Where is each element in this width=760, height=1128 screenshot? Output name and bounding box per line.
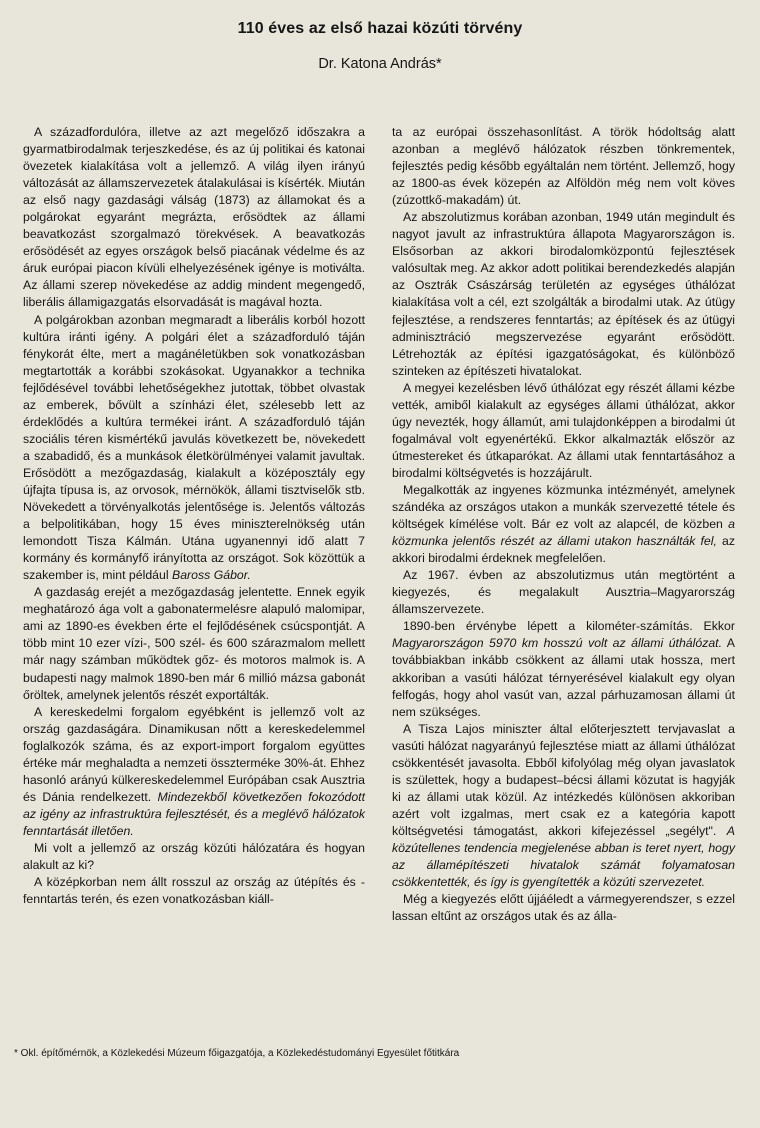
- paragraph: ta az európai összehasonlítást. A török hódoltság alatt azonban a meglévő hálózatok részben tönkrementek, fejlesztés pedig később egyáltalán nem történt. Jellemző, hogy az 1800-as évek közepén az Alföldön még nem volt köves (zúzottkő-makadám) út.: [392, 125, 735, 208]
- paragraph: A századfordulóra, illetve az azt megelőző időszakra a gyarmatbirodalmak terjeszkedése, és az új politikai és katonai övezetek kialakítása volt a jellemző. A világ ilyen irányú változását az államszervezetek átalakulásai is kísérték. Miután az első nagy gazdasági válság (1873) az államokat és a polgárokat egyaránt megrázta, erősödtek az állami beavatkozást szorgalmazó törekvések. A beavatkozás erősödését az egyes országok belső piacának védelme és az áruk európai piacon kívüli elhelyezésének igénye is motiválta. Az állami szerep növekedése az addig mindent megengedő, liberális államigazgatás elsorvadását is magával hozta.: [23, 125, 365, 310]
- emphasis: Baross Gábor.: [172, 568, 251, 583]
- emphasis: A közútellenes tendencia megjelenése abban is teret nyert, hogy az államépítészeti hivatalok számát folyamatosan csökkentették, és így is gyengítették a közúti szervezetet.: [392, 823, 735, 890]
- paragraph: 1890-ben érvénybe lépett a kilométer-számítás. Ekkor Magyarországon 5970 km hosszú volt az állami úthálózat. A továbbiakban inkább csökkent az állami utak hossza, mert akkoriban a vasúti hálózat térnyerésével kialakult egy olyan felfogás, hogy ahol vasút van, azzal párhuzamosan állami út nem szükséges.: [392, 619, 735, 719]
- paragraph: Megalkották az ingyenes közmunka intézményét, amelynek szándéka az országos utakon a munkák szervezetté tétele és költségek kímélése volt. Bár ez volt az alapcél, de közben a közmunka jelentős részét az állami utakon használták fel, az akkori birodalmi érdeknek megfelelően.: [392, 482, 735, 566]
- article-author: Dr. Katona András*: [318, 56, 442, 72]
- paragraph: A középkorban nem állt rosszul az ország az útépítés és -fenntartás terén, és ezen vonatkozásban kiáll-: [23, 875, 365, 907]
- paragraph: Mi volt a jellemző az ország közúti hálózatára és hogyan alakult az ki?: [23, 840, 365, 873]
- paragraph: A gazdaság erejét a mezőgazdaság jelentette. Ennek egyik meghatározó ága volt a gabonatermelésre alapuló malomipar, ami az 1890-es években érte el fejlődésének csúcspontját. A több mint 10 ezer vízi-, 500 szél- és 600 szárazmalom mellett már nagy számban működtek gőz- és motoros malmok is. A budapesti nagy malmok 1890-ben már 6 millió mázsa gabonát őröltek, amelynek jelentős részét exportálták.: [23, 585, 365, 702]
- emphasis: a közmunka jelentős részét az állami utakon használták fel,: [392, 517, 735, 549]
- paragraph: A kereskedelmi forgalom egyébként is jellemző volt az ország gazdaságára. Dinamikusan nőtt a kereskedelemmel foglalkozók száma, és az export-import forgalom együttes értéke már meghaladta a nemzeti összterméke 30%-át. Ehhez hasonló arányú külkereskedelemmel Európában csak Ausztria és Dánia rendelkezett. Mindezekből következően fokozódott az igény az infrastruktúra fejlesztését, és a meglévő hálózatok fenntartását illetően.: [23, 704, 365, 838]
- right-column: [392, 124, 735, 925]
- paragraph: Még a kiegyezés előtt újjáéledt a vármegyerendszer, s ezzel lassan eltűnt az országos utak és az álla-: [392, 892, 735, 924]
- footnote: * Okl. építőmérnök, a Közlekedési Múzeum főigazgatója, a Közlekedéstudományi Egyesület főtitkára: [14, 1048, 460, 1059]
- article-title: 110 éves az első hazai közúti törvény: [237, 20, 523, 37]
- paragraph: Az 1967. évben az abszolutizmus után megtörtént a kiegyezés, és megalakult Ausztria–Magyarország államszervezete.: [392, 568, 735, 617]
- left-column: [23, 124, 365, 908]
- emphasis: Mindezekből következően fokozódott az igény az infrastruktúra fejlesztését, és a meglévő hálózatok fenntartását illetően.: [23, 789, 365, 838]
- paragraph: A Tisza Lajos miniszter által előterjesztett tervjavaslat a vasúti hálózat nagyarányú fejlesztése miatt az állami úthálózat csökkentését javasolta. Ebből kifolyólag még olyan javaslatok is születtek, hogy a budapest–bécsi állami közutat is hagyják ki az állami utak közül. Az intézkedés különösen akkoriban azért volt izgalmas, mert csak ez a kategória kapott költségvetési támogatást, akkori kifejezéssel „segélyt". A közútellenes tendencia megjelenése abban is teret nyert, hogy az államépítészeti hivatalok számát folyamatosan csökkentették, és így is gyengítették a közúti szervezetet.: [392, 721, 735, 890]
- emphasis: Magyarországon 5970 km hosszú volt az állami úthálózat.: [392, 636, 723, 651]
- paragraph: Az abszolutizmus korában azonban, 1949 után megindult és nagyot javult az infrastruktúra állapota Magyarországon is. Elsősorban az akkori birodalomközpontú fejlesztések valósultak meg. Az akkor adott politikai berendezkedés alapján az Osztrák Császárság területén az egységes úthálózat kialakítása volt a cél, ezt szolgálták a birodalmi utak. Az útügy fejlesztése, a rendszeres fenntartás; az építések és az útügyi adminisztráció megszervezése egyaránt erősödött. Létrehozták az építési igazgatóságokat, és különböző szinteken az építészeti hivatalokat.: [392, 210, 735, 378]
- paragraph: A polgárokban azonban megmaradt a liberális korból hozott kultúra iránti igény. A polgári élet a századforduló táján fénykorát élte, mert a magánéletükben sok vonatkozásban megtartották a korábbi szokásokat. Ugyanakkor a technika fejlődésével további lehetőségekhez jutottak, többet olvastak az emberek, bővült a színházi élet, szélesebb lett az érdeklődés a kultúra termékei iránt. A századforduló táján szociális téren kismértékű javulás következett be, növekedett a szabadidő, és a munkások életkörülményei valamit javultak. Erősödött a mezőgazdaság, kialakult a középosztály egy újfajta típusa is, az orvosok, mérnökök, állami tisztviselők stb. Növekedett a törvényalkotás jelentősége is. Jelentős változás a belpolitikában, hogy 15 éves miniszterelnökség után lemondott Tisza Kálmán. Utána ugyanennyi idő alatt 7 kormány és kormányfő irányította az országot. Sok közöttük a szakember is, mint például Baross Gábor.: [23, 312, 365, 583]
- paragraph: A megyei kezelésben lévő úthálózat egy részét állami kézbe vették, amiből kialakult az egységes állami úthálózat, akkor úgy nevezték, hogy államút, ami tulajdonképpen a birodalmi út fogalmával volt egyenértékű. Ekkor alkalmazták először az útmestereket és útkaparókat. Az állami utak fenntartásához a birodalmi költségvetés is hozzájárult.: [392, 380, 735, 480]
